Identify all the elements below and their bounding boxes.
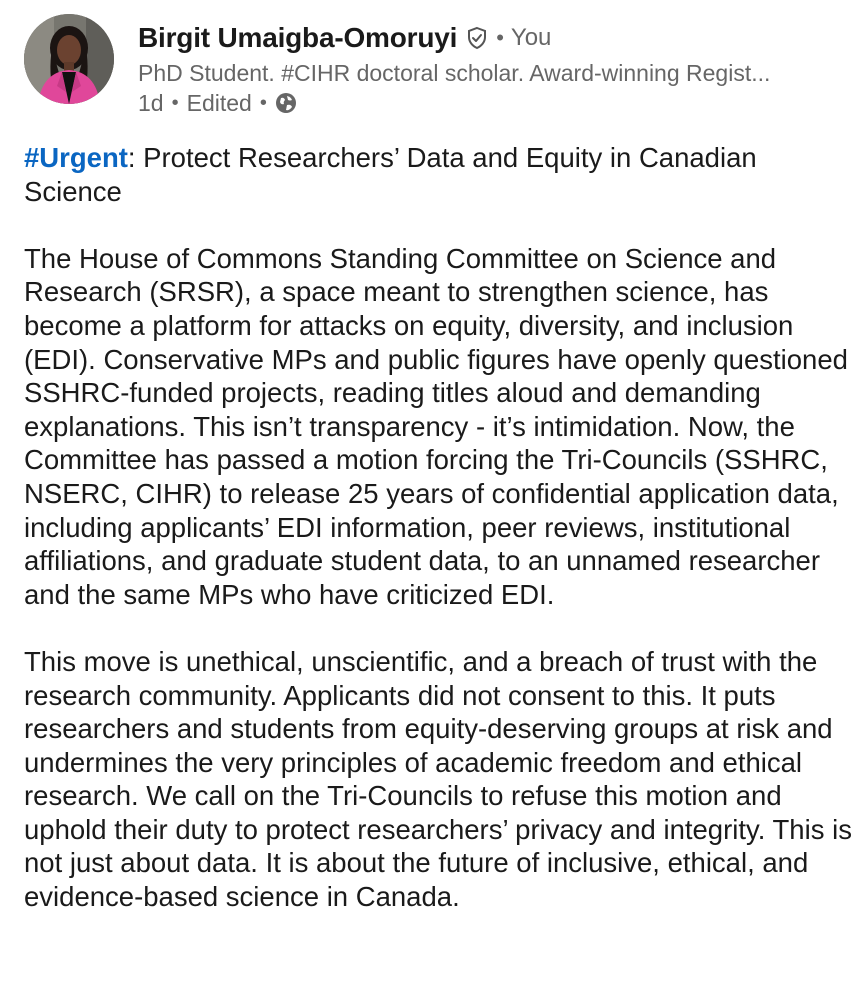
author-name[interactable]: Birgit Umaigba-Omoruyi (138, 22, 458, 53)
author-meta (138, 18, 854, 118)
profile-photo-icon (24, 14, 114, 104)
avatar[interactable] (24, 14, 114, 104)
separator-dot: • (496, 25, 504, 50)
verified-shield-icon (465, 26, 489, 50)
post-paragraph-1: The House of Commons Standing Committee on Science and Research (SRSR), a space meant to strengthen science, has become a platform for attacks on equity, diversity, and inclusion (EDI). Conservative MPs and public figures have openly questioned SSHRC-funded projects, reading titles aloud and demanding explanations. This isn’t transparency - it’s intimidation. Now, the Committee has passed a motion forcing the Tri-Councils (SSHRC, NSERC, CIHR) to release 25 years of confidential application data, including applicants’ EDI information, peer reviews, institutional affiliations, and graduate student data, to an unnamed researcher and the same MPs who have criticized EDI. (24, 242, 848, 610)
post-time: 1d (138, 90, 164, 116)
post-header (24, 14, 854, 114)
globe-icon[interactable] (275, 92, 297, 114)
relation-label: You (510, 24, 552, 51)
separator-dot: • (259, 92, 267, 114)
separator-dot: • (171, 92, 179, 114)
post-body (24, 141, 854, 947)
post-title-text: : Protect Researchers’ Data and Equity in Canadian Science (24, 142, 757, 207)
post-paragraph-2: This move is unethical, unscientific, and a breach of trust with the research community. Applicants did not consent to this. It puts researchers and students from equity-deserving groups at risk and undermines the very principles of academic freedom and ethical research. We call on the Tri-Councils to refuse this motion and uphold their duty to protect researchers’ privacy and integrity. This is not just about data. It is about the future of inclusive, ethical, and evidence-based science in Canada. (24, 645, 852, 913)
edited-label: Edited (186, 90, 252, 116)
hashtag-link[interactable]: #Urgent (24, 142, 128, 173)
post-timestamp-row (138, 88, 854, 118)
author-headline: PhD Student. #CIHR doctoral scholar. Award-winning Regist... (138, 60, 771, 86)
name-row (138, 18, 854, 58)
post-title (24, 141, 854, 208)
